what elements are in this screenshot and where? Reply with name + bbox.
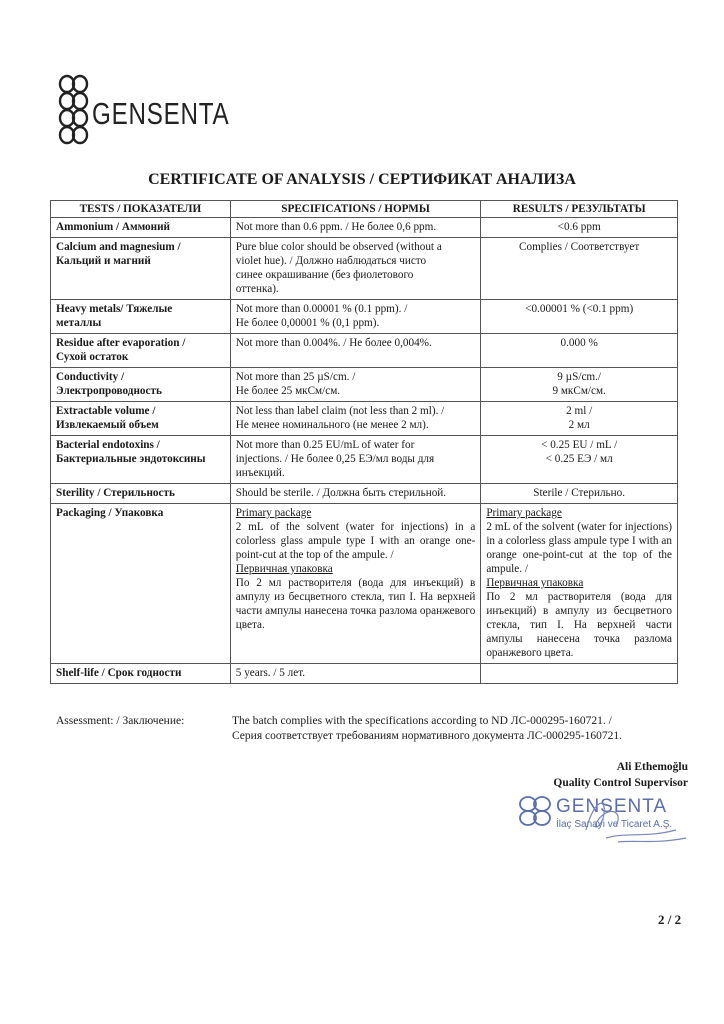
result-line: < 0.25 ЕЭ / мл: [545, 453, 613, 465]
spec-line: Should be sterile. / Должна быть стерильной.: [235, 487, 447, 499]
result-cell: [481, 238, 678, 300]
spec-line: Не менее номинального (не менее 2 мл).: [235, 419, 429, 431]
table-row: [51, 218, 678, 238]
signatory-role: Quality Control Supervisor: [553, 777, 688, 789]
test-cell: Packaging / Упаковка: [51, 504, 231, 664]
test-line: Сухой остаток: [56, 351, 129, 363]
spec-cell: [230, 402, 481, 436]
spec-line: инъекций.: [235, 467, 285, 479]
spec-line: Not more than 25 µS/cm. /: [235, 371, 356, 383]
primary-package-text: 2 mL of the solvent (water for injections) in a colorless glass ampule type I with an orange one-point-cut at the top of the ampule. /: [486, 521, 672, 575]
primary-package-heading-ru: Первичная упаковка: [486, 577, 584, 589]
primary-package-text-ru: По 2 мл растворителя (вода для инъекций) в ампулу из бесцветного стекла, тип I. На верхней части ампулы нанесена точка разлома оранжевого цвета.: [486, 591, 672, 659]
handwritten-signature-icon: [546, 792, 696, 852]
spec-line: синее окрашивание (без фиолетового: [235, 269, 414, 281]
primary-package-heading: Primary package: [486, 507, 562, 519]
spec-line: Pure blue color should be observed (without a: [235, 241, 442, 253]
stamp-subtitle: İlaç Sanayi ve Ticaret A.Ş.: [556, 819, 673, 830]
test-cell: [51, 334, 231, 368]
result-cell: [481, 368, 678, 402]
company-stamp: [516, 792, 696, 852]
spec-line: Not more than 0.6 ppm. / Не более 0,6 ppm.: [235, 221, 437, 233]
spec-line: violet hue). / Должно наблюдаться чисто: [235, 255, 427, 267]
spec-cell: [230, 300, 481, 334]
test-cell: [51, 402, 231, 436]
test-line: Извлекаемый объем: [56, 419, 159, 431]
test-line: металлы: [56, 317, 102, 329]
test-line: Bacterial endotoxins /: [56, 439, 160, 451]
assessment-line: Серия соответствует требованиям нормативного документа ЛС-000295-160721.: [232, 730, 622, 742]
result-line: 0.000 %: [560, 337, 598, 349]
spec-line: Not more than 0.004%. / Не более 0,004%.: [235, 337, 432, 349]
spec-line: Not more than 0.25 EU/mL of water for: [235, 439, 415, 451]
result-line: Complies / Соответствует: [519, 241, 640, 253]
result-line: <0.00001 % (<0.1 ppm): [525, 303, 634, 315]
test-cell: [51, 436, 231, 484]
test-cell: [51, 484, 231, 504]
spec-line: Not more than 0.00001 % (0.1 ppm). /: [235, 303, 408, 315]
primary-package-text: 2 mL of the solvent (water for injections) in a colorless glass ampule type I with an orange one-point-cut at the top of the ampule. /: [235, 521, 476, 561]
table-row: [51, 300, 678, 334]
intertwined-loops-logo-icon: [58, 74, 92, 146]
table-row: [51, 238, 678, 300]
result-line: < 0.25 EU / mL /: [541, 439, 618, 451]
test-line: Residue after evaporation /: [56, 337, 186, 349]
company-logo: [58, 74, 230, 146]
spec-cell: [230, 334, 481, 368]
test-line: Sterility / Стерильность: [56, 487, 175, 499]
test-line: Conductivity /: [56, 371, 125, 383]
document-title: CERTIFICATE OF ANALYSIS / СЕРТИФИКАТ АНАЛИЗА: [148, 171, 576, 188]
result-cell: [481, 300, 678, 334]
result-line: 9 µS/cm./: [557, 371, 602, 383]
assessment-text: [232, 714, 622, 744]
test-cell: Shelf-life / Срок годности: [51, 664, 231, 684]
result-cell: [481, 504, 678, 664]
spec-cell: [230, 368, 481, 402]
signatory-name: Ali Ethemoğlu: [616, 761, 688, 773]
result-line: 9 мкСм/см.: [552, 385, 606, 397]
table-row: [51, 436, 678, 484]
table-row: [51, 334, 678, 368]
spec-cell: [230, 436, 481, 484]
test-cell: [51, 218, 231, 238]
result-cell: [481, 334, 678, 368]
test-line: Ammonium / Аммоний: [56, 221, 170, 233]
header-results: RESULTS / РЕЗУЛЬТАТЫ: [481, 201, 678, 218]
assessment-label: Assessment: / Заключение:: [56, 715, 185, 727]
result-cell: [481, 436, 678, 484]
header-tests: TESTS / ПОКАЗАТЕЛИ: [51, 201, 231, 218]
result-line: Sterile / Стерильно.: [533, 487, 626, 499]
spec-line: Not less than label claim (not less than 2 ml). /: [235, 405, 445, 417]
spec-cell: [230, 218, 481, 238]
test-line: Бактериальные эндотоксины: [56, 453, 206, 465]
table-row: [51, 484, 678, 504]
spec-cell: [230, 238, 481, 300]
analysis-table: [50, 200, 678, 684]
test-cell: [51, 368, 231, 402]
spec-cell: 5 years. / 5 лет.: [230, 664, 481, 684]
test-line: Электропроводность: [56, 385, 162, 397]
spec-line: Не более 0,00001 % (0,1 ppm).: [235, 317, 380, 329]
result-cell: [481, 218, 678, 238]
test-line: Calcium and magnesium /: [56, 241, 181, 253]
test-cell: [51, 300, 231, 334]
spec-line: injections. / Не более 0,25 ЕЭ/мл воды для: [235, 453, 435, 465]
result-line: 2 ml /: [566, 405, 593, 417]
table-row-packaging: [51, 504, 678, 664]
result-line: <0.6 ppm: [557, 221, 601, 233]
result-cell: [481, 402, 678, 436]
table-row-shelf-life: [51, 664, 678, 684]
logo-wordmark: GENSENTA: [92, 96, 230, 131]
test-line: Extractable volume /: [56, 405, 156, 417]
page-number: 2 / 2: [658, 912, 682, 927]
stamp-wordmark: GENSENTA: [556, 796, 668, 817]
spec-line: оттенка).: [235, 283, 279, 295]
spec-cell: [230, 504, 481, 664]
primary-package-text-ru: По 2 мл растворителя (вода для инъекций) в ампулу из бесцветного стекла, тип I. На верхней части ампулы нанесена точка разлома оранжевого цвета.: [235, 577, 476, 631]
primary-package-heading-ru: Первичная упаковка: [235, 563, 333, 575]
table-row: [51, 368, 678, 402]
assessment-line: The batch complies with the specifications according to ND ЛС-000295-160721. /: [232, 715, 612, 727]
result-line: 2 мл: [568, 419, 590, 431]
primary-package-heading: Primary package: [235, 507, 312, 519]
spec-cell: [230, 484, 481, 504]
test-cell: [51, 238, 231, 300]
table-row: [51, 402, 678, 436]
spec-line: Не более 25 мкСм/см.: [235, 385, 341, 397]
header-specifications: SPECIFICATIONS / НОРМЫ: [230, 201, 481, 218]
table-header-row: [51, 201, 678, 218]
result-cell: [481, 664, 678, 684]
test-line: Heavy metals/ Тяжелые: [56, 303, 173, 315]
test-line: Кальций и магний: [56, 255, 151, 267]
result-cell: [481, 484, 678, 504]
